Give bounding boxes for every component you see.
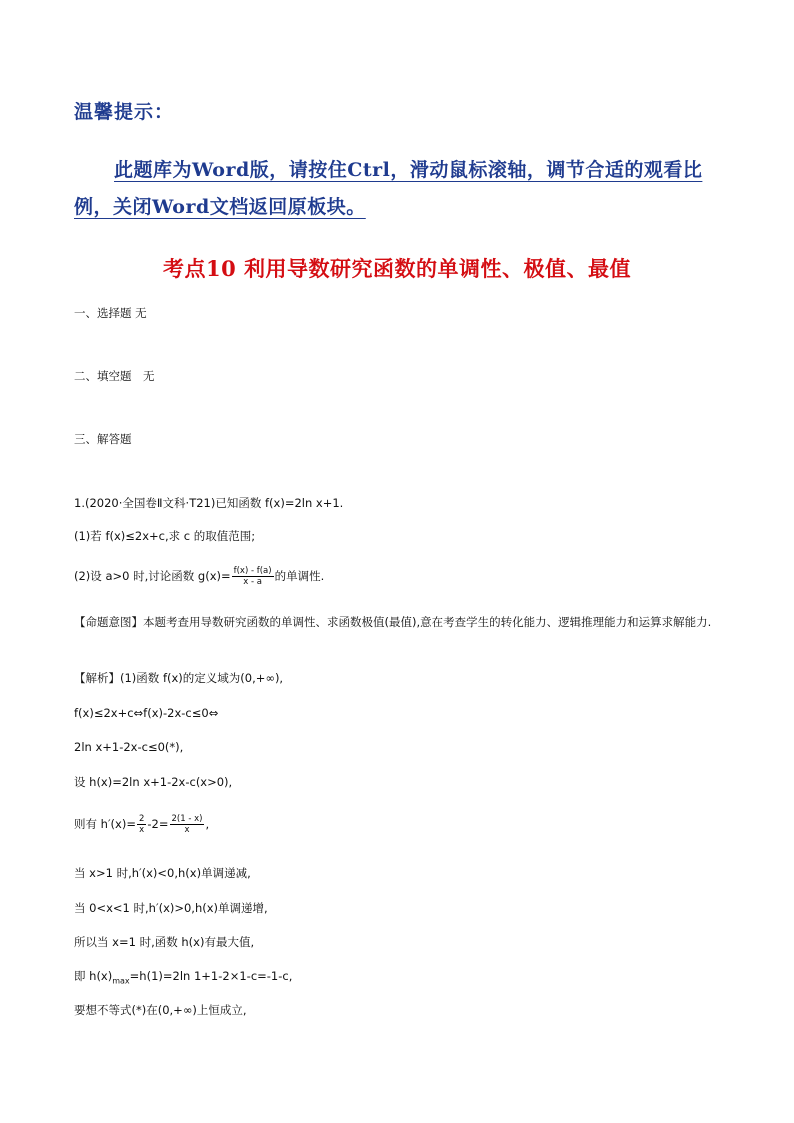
- solution-line-2: f(x)≤2x+c⇔f(x)-2x-c≤0⇔: [74, 706, 219, 720]
- part2-suffix: 的单调性.: [274, 569, 325, 583]
- section-choice: 一、选择题 无: [74, 306, 147, 320]
- problem-head: 1.(2020·全国卷Ⅱ文科·T21)已知函数 f(x)=2ln x+1.: [74, 496, 344, 510]
- tip-title: 温馨提示：: [74, 101, 175, 123]
- fraction-numerator: 2(1 - x): [171, 814, 203, 824]
- fraction-numerator: f(x) - f(a): [233, 566, 272, 576]
- fraction-denominator: x: [139, 825, 145, 835]
- tip-body-text: 此题库为Word版，请按住Ctrl，滑动鼠标滚轴，调节合适的观看比例，关闭Word文档返回原板块。: [74, 159, 703, 218]
- fraction-denominator: x: [184, 825, 190, 835]
- tip-body: [74, 152, 724, 226]
- l5-middle: -2=: [147, 817, 169, 831]
- l9-prefix: 即 h(x): [74, 969, 113, 983]
- section-answer: 三、解答题: [74, 432, 132, 446]
- problem-part2: [74, 566, 324, 587]
- fraction: [232, 566, 274, 587]
- problem-part1: (1)若 f(x)≤2x+c,求 c 的取值范围;: [74, 529, 256, 543]
- doc-title: 考点10 利用导数研究函数的单调性、极值、最值: [162, 256, 632, 281]
- solution-line-4: 设 h(x)=2ln x+1-2x-c(x>0),: [74, 775, 233, 789]
- l5-prefix: 则有 h′(x)=: [74, 817, 136, 831]
- solution-line-8: 所以当 x=1 时,函数 h(x)有最大值,: [74, 935, 255, 949]
- solution-line-9: [74, 968, 292, 985]
- part2-prefix: (2)设 a>0 时,讨论函数 g(x)=: [74, 569, 231, 583]
- solution-line-3: 2ln x+1-2x-c≤0(*),: [74, 740, 184, 754]
- fraction-denominator: x - a: [243, 577, 262, 587]
- fraction: [170, 814, 205, 835]
- solution-line-1: 【解析】(1)函数 f(x)的定义域为(0,+∞),: [74, 671, 284, 685]
- intent-paragraph: 【命题意图】本题考查用导数研究函数的单调性、求函数极值(最值),意在考查学生的转化能力、逻辑推理能力和运算求解能力.: [74, 615, 712, 629]
- solution-line-10: 要想不等式(*)在(0,+∞)上恒成立,: [74, 1003, 247, 1017]
- section-fill: 二、填空题 无: [74, 369, 155, 383]
- l9-suffix: =h(1)=2ln 1+1-2×1-c=-1-c,: [129, 969, 293, 983]
- max-subscript: max: [112, 976, 130, 986]
- fraction: [137, 814, 146, 835]
- solution-line-5: [74, 814, 209, 835]
- fraction-numerator: 2: [138, 814, 145, 824]
- solution-line-7: 当 0<x<1 时,h′(x)>0,h(x)单调递增,: [74, 901, 268, 915]
- solution-line-6: 当 x>1 时,h′(x)<0,h(x)单调递减,: [74, 866, 251, 880]
- l5-suffix: ,: [205, 817, 210, 831]
